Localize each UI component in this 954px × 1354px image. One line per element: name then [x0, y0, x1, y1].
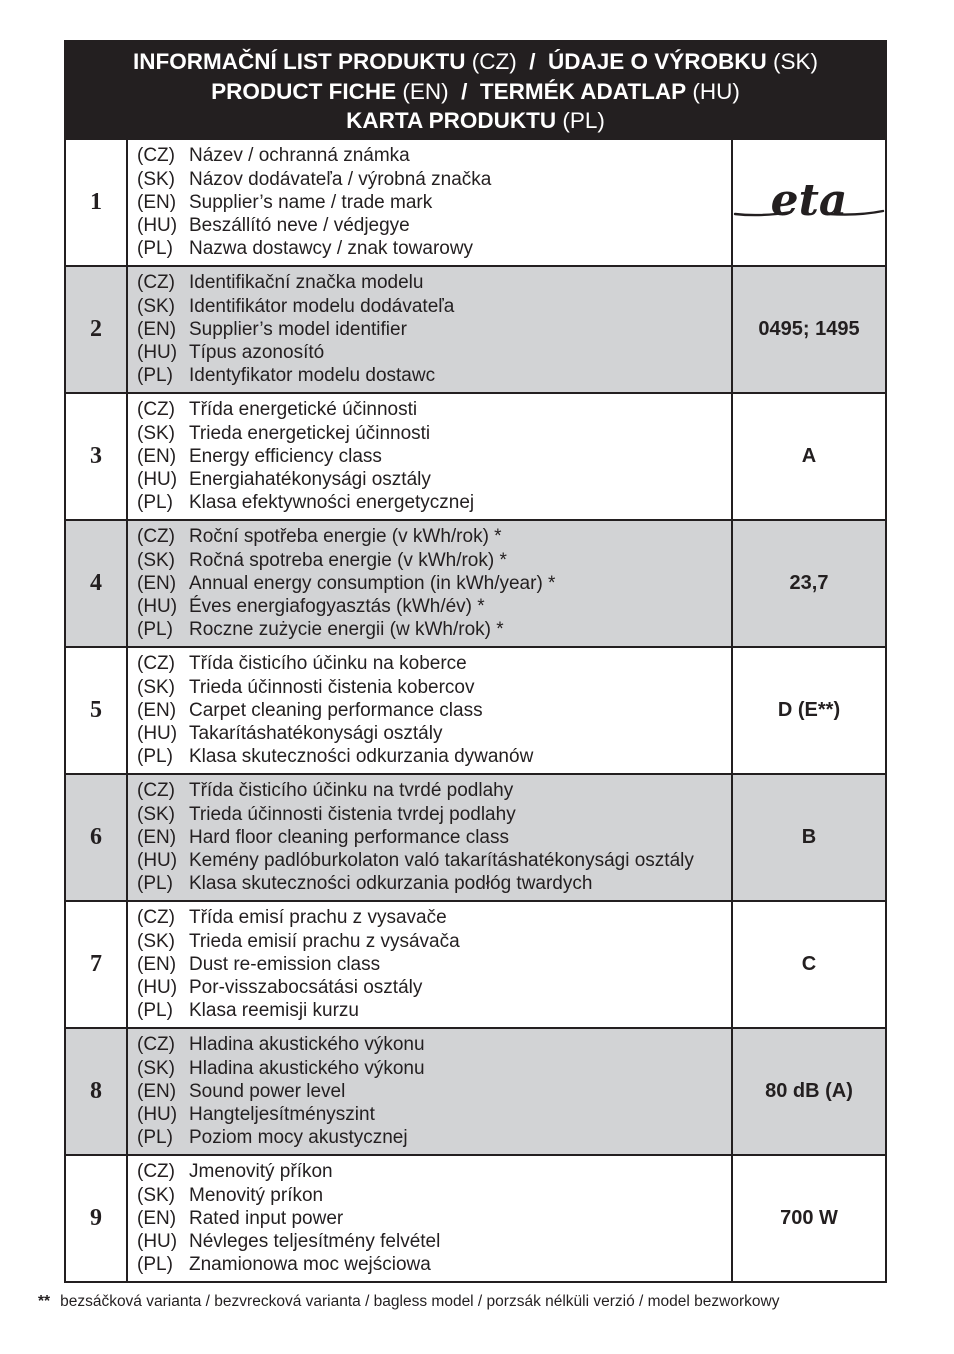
language-code: (EN) — [137, 699, 177, 721]
language-code: (EN) — [137, 445, 177, 467]
language-code: (CZ) — [137, 907, 175, 929]
label-text: Ročná spotreba energie (v kWh/rok) * — [189, 549, 507, 571]
language-code: (EN) — [137, 572, 177, 594]
language-code: (PL) — [137, 1127, 173, 1149]
row-labels — [127, 520, 732, 647]
label-line — [137, 1033, 731, 1056]
language-code: (CZ) — [137, 526, 175, 548]
language-code: (EN) — [137, 826, 177, 848]
language-code: (HU) — [137, 977, 178, 999]
label-line — [137, 779, 731, 802]
language-code: (SK) — [137, 168, 175, 190]
label-line — [137, 364, 731, 387]
label-line — [137, 1103, 731, 1126]
row-labels — [127, 393, 732, 520]
eta-logo-text: eta — [770, 179, 848, 226]
fiche-header — [64, 40, 887, 138]
row-number: 7 — [65, 901, 127, 1028]
label-text: Rated input power — [189, 1207, 344, 1229]
table-row — [65, 774, 886, 901]
language-code: (EN) — [137, 318, 177, 340]
row-number: 2 — [65, 266, 127, 393]
footnote-text: bezsáčková varianta / bezvrecková varianta / bagless model / porzsák nélküli verzió / model bezworkowy — [60, 1293, 780, 1310]
header-lang-sk: (SK) — [766, 49, 819, 74]
row-number: 1 — [65, 139, 127, 266]
label-line — [137, 872, 731, 895]
language-code: (EN) — [137, 191, 177, 213]
label-text: Névleges teljesítmény felvétel — [189, 1231, 441, 1253]
label-line — [137, 803, 731, 826]
label-line — [137, 491, 731, 514]
label-text: Klasa reemisji kurzu — [189, 1000, 359, 1022]
label-text: Típus azonosító — [189, 342, 325, 364]
label-line — [137, 906, 731, 929]
language-code: (HU) — [137, 1231, 178, 1253]
header-title-pl: KARTA PRODUKTU — [346, 108, 557, 133]
table-row — [65, 1155, 886, 1282]
label-line — [137, 445, 731, 468]
language-code: (CZ) — [137, 399, 175, 421]
label-text: Trieda energetickej účinnosti — [189, 422, 431, 444]
row-number: 3 — [65, 393, 127, 520]
header-lang-cz: (CZ) — [465, 49, 517, 74]
label-text: Kemény padlóburkolaton való takarításhatékonysági osztály — [189, 850, 694, 872]
label-line — [137, 468, 731, 491]
row-number: 8 — [65, 1028, 127, 1155]
label-line — [137, 549, 731, 572]
label-line — [137, 652, 731, 675]
label-text: Annual energy consumption (in kWh/year) * — [189, 572, 556, 594]
label-line — [137, 745, 731, 768]
label-line — [137, 214, 731, 237]
label-text: Por-visszabocsátási osztály — [189, 977, 423, 999]
label-text: Supplier’s model identifier — [189, 318, 407, 340]
language-code: (SK) — [137, 295, 175, 317]
row-number: 9 — [65, 1155, 127, 1282]
table-row — [65, 393, 886, 520]
header-lang-pl: (PL) — [556, 108, 605, 133]
language-code: (EN) — [137, 953, 177, 975]
row-labels — [127, 901, 732, 1028]
label-text: Trieda emisií prachu z vysávača — [189, 930, 460, 952]
label-text: Název / ochranná známka — [189, 145, 410, 167]
label-text: Roční spotřeba energie (v kWh/rok) * — [189, 526, 502, 548]
language-code: (PL) — [137, 1254, 173, 1276]
fiche-table — [64, 138, 887, 1283]
label-line — [137, 722, 731, 745]
header-line-1 — [66, 47, 885, 77]
label-text: Trieda účinnosti čistenia tvrdej podlahy — [189, 803, 516, 825]
label-text: Roczne zużycie energii (w kWh/rok) * — [189, 619, 504, 641]
language-code: (PL) — [137, 619, 173, 641]
label-line — [137, 618, 731, 641]
row-value: B — [732, 774, 886, 901]
label-text: Trieda účinnosti čistenia kobercov — [189, 676, 475, 698]
language-code: (CZ) — [137, 653, 175, 675]
label-text: Energy efficiency class — [189, 445, 382, 467]
label-text: Třída emisí prachu z vysavače — [189, 907, 447, 929]
label-text: Sound power level — [189, 1080, 346, 1102]
label-line — [137, 953, 731, 976]
row-labels — [127, 647, 732, 774]
header-line-2 — [66, 77, 885, 107]
header-separator: / — [448, 78, 480, 104]
language-code: (PL) — [137, 873, 173, 895]
row-number: 6 — [65, 774, 127, 901]
row-number: 5 — [65, 647, 127, 774]
language-code: (PL) — [137, 746, 173, 768]
language-code: (SK) — [137, 1057, 175, 1079]
label-text: Hangteljesítményszint — [189, 1104, 375, 1126]
label-text: Jmenovitý příkon — [189, 1161, 333, 1183]
label-line — [137, 295, 731, 318]
language-code: (HU) — [137, 596, 178, 618]
label-text: Znamionowa moc wejściowa — [189, 1254, 431, 1276]
footnote-marker: ** — [38, 1293, 51, 1310]
label-line — [137, 144, 731, 167]
label-line — [137, 930, 731, 953]
header-title-cz: INFORMAČNÍ LIST PRODUKTU — [132, 49, 466, 74]
label-line — [137, 999, 731, 1022]
language-code: (SK) — [137, 803, 175, 825]
label-line — [137, 191, 731, 214]
label-text: Carpet cleaning performance class — [189, 699, 483, 721]
header-title-hu: TERMÉK ADATLAP — [479, 78, 687, 104]
label-line — [137, 1184, 731, 1207]
label-line — [137, 318, 731, 341]
row-value: 0495; 1495 — [732, 266, 886, 393]
label-line — [137, 1080, 731, 1103]
row-labels — [127, 1028, 732, 1155]
label-line — [137, 976, 731, 999]
label-line — [137, 237, 731, 260]
label-text: Třída čisticího účinku na koberce — [189, 653, 467, 675]
language-code: (SK) — [137, 1184, 175, 1206]
label-line — [137, 1207, 731, 1230]
label-text: Beszállító neve / védjegye — [189, 215, 410, 237]
language-code: (HU) — [137, 215, 178, 237]
table-row — [65, 139, 886, 266]
label-text: Energiahatékonysági osztály — [189, 469, 431, 491]
row-labels — [127, 266, 732, 393]
label-line — [137, 271, 731, 294]
label-text: Hladina akustického výkonu — [189, 1034, 425, 1056]
header-lang-en: (EN) — [396, 78, 449, 104]
header-line-3 — [66, 106, 885, 136]
language-code: (CZ) — [137, 272, 175, 294]
label-line — [137, 676, 731, 699]
header-title-en: PRODUCT FICHE — [211, 78, 397, 104]
label-line — [137, 826, 731, 849]
row-value: A — [732, 393, 886, 520]
row-value: D (E**) — [732, 647, 886, 774]
language-code: (PL) — [137, 238, 173, 260]
label-line — [137, 1253, 731, 1276]
label-line — [137, 1057, 731, 1080]
label-text: Dust re-emission class — [189, 953, 381, 975]
table-row — [65, 1028, 886, 1155]
language-code: (EN) — [137, 1080, 177, 1102]
language-code: (HU) — [137, 850, 178, 872]
label-text: Třída čisticího účinku na tvrdé podlahy — [189, 780, 514, 802]
header-separator: / — [516, 49, 548, 74]
row-labels — [127, 774, 732, 901]
language-code: (EN) — [137, 1207, 177, 1229]
label-text: Hard floor cleaning performance class — [189, 826, 509, 848]
header-lang-hu: (HU) — [686, 78, 740, 104]
label-line — [137, 595, 731, 618]
label-text: Nazwa dostawcy / znak towarowy — [189, 238, 474, 260]
label-text: Identifikační značka modelu — [189, 272, 424, 294]
label-text: Identyfikator modelu dostawc — [189, 365, 436, 387]
language-code: (SK) — [137, 930, 175, 952]
label-line — [137, 849, 731, 872]
label-line — [137, 699, 731, 722]
label-line — [137, 1126, 731, 1149]
language-code: (SK) — [137, 549, 175, 571]
label-text: Supplier’s name / trade mark — [189, 191, 433, 213]
row-value: 80 dB (A) — [732, 1028, 886, 1155]
row-labels — [127, 139, 732, 266]
row-value — [732, 139, 886, 266]
eta-logo-icon — [733, 180, 885, 226]
footnote — [38, 1293, 779, 1311]
label-text: Klasa efektywności energetycznej — [189, 492, 475, 514]
language-code: (HU) — [137, 1104, 178, 1126]
language-code: (HU) — [137, 342, 178, 364]
label-line — [137, 422, 731, 445]
row-value: C — [732, 901, 886, 1028]
language-code: (CZ) — [137, 1161, 175, 1183]
language-code: (CZ) — [137, 780, 175, 802]
label-text: Takarításhatékonysági osztály — [189, 723, 443, 745]
label-line — [137, 525, 731, 548]
label-line — [137, 168, 731, 191]
fiche-table-body — [65, 139, 886, 1282]
language-code: (CZ) — [137, 1034, 175, 1056]
header-title-sk: ÚDAJE O VÝROBKU — [547, 49, 767, 74]
language-code: (PL) — [137, 365, 173, 387]
language-code: (HU) — [137, 469, 178, 491]
table-row — [65, 266, 886, 393]
label-text: Éves energiafogyasztás (kWh/év) * — [189, 596, 485, 618]
table-row — [65, 647, 886, 774]
language-code: (SK) — [137, 422, 175, 444]
table-row — [65, 901, 886, 1028]
language-code: (HU) — [137, 723, 178, 745]
row-number: 4 — [65, 520, 127, 647]
label-text: Klasa skuteczności odkurzania podłóg twardych — [189, 873, 593, 895]
label-text: Poziom mocy akustycznej — [189, 1127, 408, 1149]
label-text: Identifikátor modelu dodávateľa — [189, 295, 455, 317]
label-line — [137, 1160, 731, 1183]
label-line — [137, 398, 731, 421]
label-line — [137, 341, 731, 364]
table-row — [65, 520, 886, 647]
language-code: (PL) — [137, 492, 173, 514]
language-code: (CZ) — [137, 145, 175, 167]
language-code: (PL) — [137, 1000, 173, 1022]
row-value: 23,7 — [732, 520, 886, 647]
product-fiche — [64, 40, 887, 1283]
label-text: Hladina akustického výkonu — [189, 1057, 425, 1079]
label-text: Třída energetické účinnosti — [189, 399, 418, 421]
label-text: Názov dodávateľa / výrobná značka — [189, 168, 492, 190]
row-labels — [127, 1155, 732, 1282]
label-line — [137, 572, 731, 595]
label-text: Klasa skuteczności odkurzania dywanów — [189, 746, 534, 768]
label-line — [137, 1230, 731, 1253]
language-code: (SK) — [137, 676, 175, 698]
label-text: Menovitý príkon — [189, 1184, 324, 1206]
row-value: 700 W — [732, 1155, 886, 1282]
